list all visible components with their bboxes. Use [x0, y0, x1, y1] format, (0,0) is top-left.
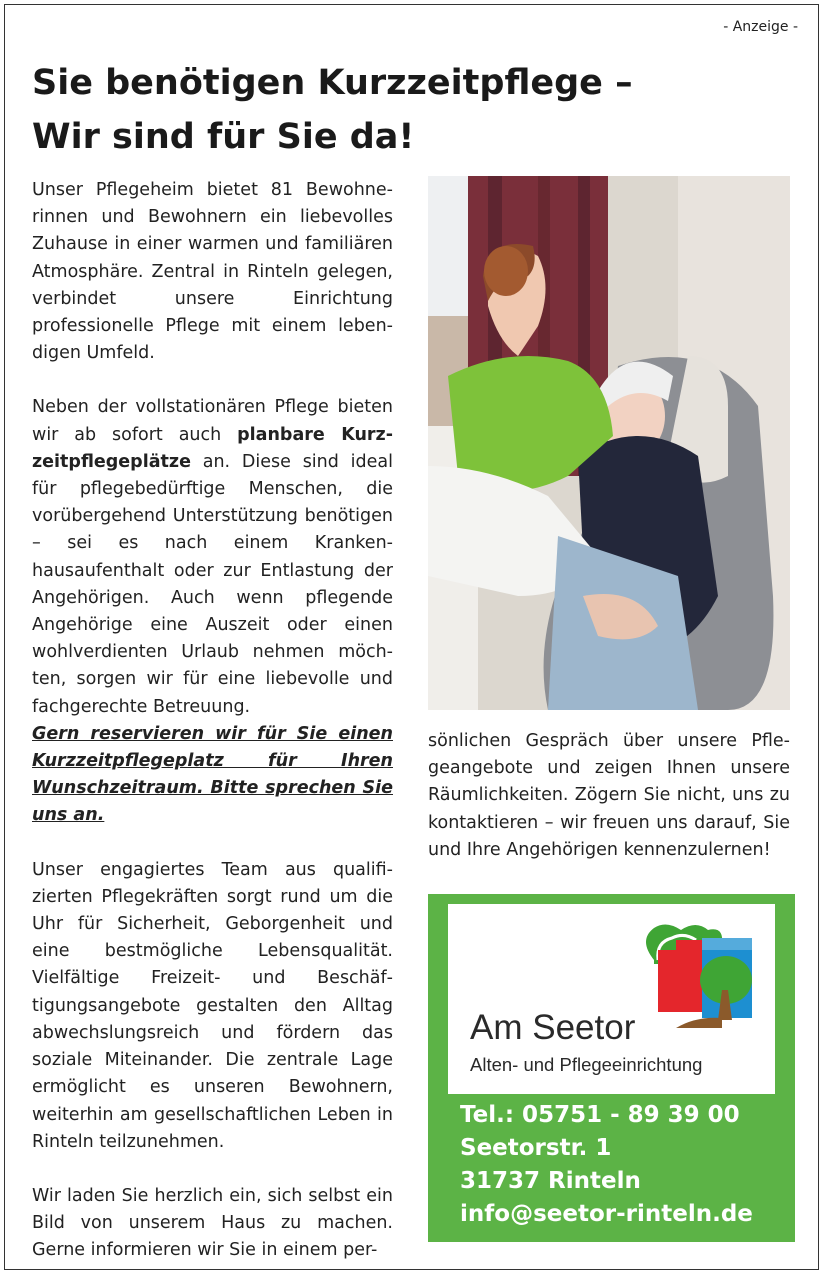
reservation-call-to-action: Gern reservieren wir für Sie einen Kurzzeitpflegeplatz für Ihren Wunschzeitraum. Bitte sprechen Sie uns an. — [32, 723, 393, 826]
headline-line-2: Wir sind für Sie da! — [32, 117, 415, 157]
services-text-end: an. Diese sind ideal für pflegebedürftige Menschen, die vorübergehend Unterstützung benötigen – sei es nach einem Krankenhausaufenthalt oder zur Entlastung der Angehörigen. Auch wenn pflegende Angehörige eine Auszeit oder einen wohlverdienten Urlaub nehmen möchten, sorgen wir für eine liebevolle und fachgerechte Betreuung. — [32, 451, 393, 717]
logo-subtitle: Alten- und Pflegeeinrichtung — [470, 1054, 703, 1075]
tree-house-logo-icon — [636, 920, 760, 1032]
services-paragraph — [32, 394, 393, 720]
short-term-care-highlight: planbare Kurzzeitpflegeplätze — [32, 424, 394, 472]
invitation-paragraph-end: sönlichen Gespräch über unsere Pflegeangebote und zeigen Ihnen unsere Räumlichkeiten. Zögern Sie nicht, uns zu kontaktieren – wir freuen uns darauf, Sie und Ihre Angehörigen kennenzulernen! — [428, 731, 790, 860]
left-column — [32, 177, 393, 1265]
team-paragraph: Unser engagiertes Team aus qualifizierten Pflegekräften sorgt rund um die Uhr für Sicherheit, Geborgenheit und eine bestmögliche Lebensqualität. Vielfältige Freizeit- und Beschäftigungsangebote gestalten den Alltag abwechslungsreich und fördern das soziale Miteinander. Die zentrale Lage ermöglicht es unseren Bewohnern, weiterhin am gesellschaftlichen Leben in Rinteln teilzunehmen. — [32, 859, 393, 1152]
caregiver-with-resident-photo-icon — [428, 176, 790, 710]
street-address: Seetorstr. 1 — [460, 1135, 612, 1161]
headline-line-1: Sie benötigen Kurzzeitpflege – — [32, 63, 633, 103]
contact-details — [460, 1099, 753, 1231]
caregiver-photo — [428, 176, 790, 710]
intro-paragraph: Unser Pflegeheim bietet 81 Bewohnerinnen und Bewohnern ein liebevolles Zuhause in einer warmen und familiären Atmosphäre. Zentral in Rinteln gelegen, verbindet unsere Einrichtung professionelle Pflege mit einem lebendigen Umfeld. — [32, 180, 393, 364]
logo-name: Am Seetor — [470, 1008, 636, 1047]
email-address[interactable]: info@seetor-rinteln.de — [460, 1201, 753, 1227]
city-address: 31737 Rinteln — [460, 1168, 641, 1194]
contact-box — [428, 894, 795, 1242]
services-text-start: Neben der vollstationären Pflege bieten wir ab sofort auch — [32, 397, 393, 445]
phone-number[interactable]: Tel.: 05751 - 89 39 00 — [460, 1102, 740, 1128]
right-column — [428, 728, 790, 864]
invitation-paragraph-start: Wir laden Sie herzlich ein, sich selbst ein Bild von unserem Haus zu machen. Gerne informieren wir Sie in einem per- — [32, 1185, 393, 1261]
headline — [32, 56, 732, 164]
ad-label: - Anzeige - — [723, 19, 798, 35]
logo-card — [448, 904, 775, 1094]
